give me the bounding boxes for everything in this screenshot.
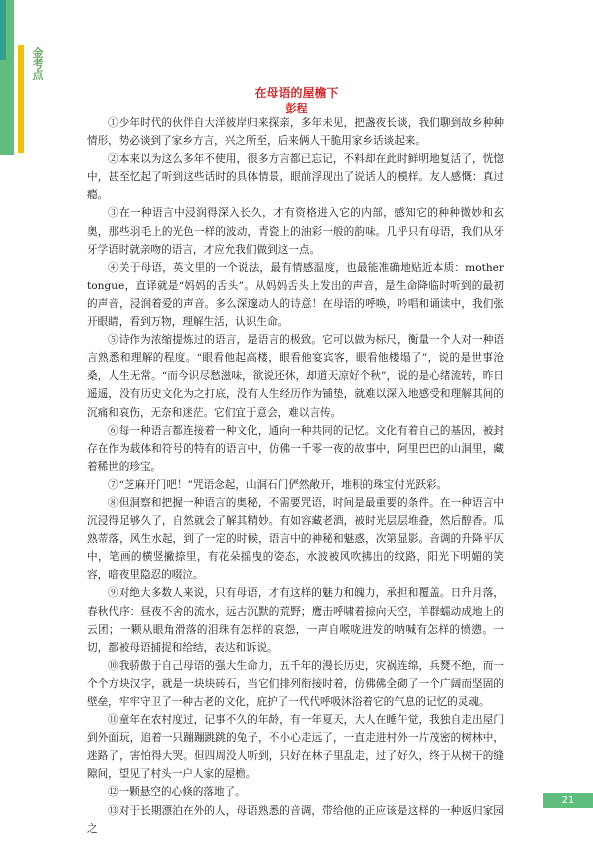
- paragraph: ⑫一颗悬空的心倏的落地了。: [108, 786, 246, 799]
- article-author: 彭程: [285, 102, 308, 115]
- paragraph: ⑥每一种语言都连接着一种文化，通向一种共同的记忆。文化有着自己的基因，被封存在作为载体和符号的特有的语言中，仿佛一千零一夜的故事中，阿里巴巴的山洞里，藏着稀世的珍宝。: [87, 424, 504, 473]
- paragraph: ⑩我骄傲于自己母语的强大生命力，五千年的漫长历史，灾祸连绵，兵燹不绝，而一个个方块汉字，就是一块块砖石，当它们排列衔接时着，仿佛佛全砌了一个广阔而坚固的壁垒，牢牢守卫了一种古老的文化，庇护了一代代呼吸沐浴着它的气息的记忆的灵魂。: [87, 659, 504, 708]
- paragraph: ⑪童年在农村度过，记事不久的年龄，有一年夏天，大人在睡午觉，我独自走出屋门到外面玩，追着一只蹦蹦跳跳的兔子，不小心走远了，一直走进村外一片茂密的树林中，迷路了，害怕得大哭。但四周没人听到，只好在林子里乱走，过了好久，终于从树干的缝隙间，望见了村头一户人家的屋檐。: [87, 714, 504, 781]
- article-body: [87, 114, 504, 838]
- side-label: 金考点: [31, 47, 44, 80]
- paragraph: ⑧但洞察和把握一种语言的奥秘，不需要咒语，时间是最重要的条件。在一种语言中沉浸得足够久了，自然就会了解其精妙。有如容藏老酒，被时光层层堆叠，然后醇香。瓜熟蒂落，风生水起，到了一定的时候，语言中的神秘和魅惑，次第显影。音调的升降平仄中，笔画的横竖撇捺里，有花朵摇曳的姿态，水波被风吹拂出的纹路，阳光下明媚的笑容，暗夜里隐忍的啜泣。: [87, 496, 504, 582]
- paragraph: ⑤诗作为浓缩提炼过的语言，是语言的极致。它可以做为标尺，衡量一个人对一种语言熟悉和理解的程度。“眼看他起高楼，眼看他宴宾客，眼看他楼塌了”，说的是世事沧桑，人生无常。“而今识尽愁滋味，欲说还休，却道天凉好个秋”，说的是心绪流转，昨日遥遥，没有历史文化为之打底，没有人生经历作为铺垫，就难以深入地感受和理解其间的沉痛和哀伤，无奈和迷茫。它们宜于意会，难以言传。: [87, 334, 504, 419]
- paragraph: ④关于母语，英文里的一个说法，最有情感温度，也最能准确地贴近本质：mother tongue，直译就是“妈妈的舌头”。从妈妈舌头上发出的声音，是生命降临时听到的最初的声音，浸润着爱的声音。多么深邃动人的诗意！在母语的呼唤，吟唱和诵读中，我们张开眼睛，看到万物，理解生活，认识生命。: [87, 261, 504, 329]
- page-number: 21: [543, 793, 593, 808]
- paragraph: ⑨对绝大多数人来说，只有母语，才有这样的魅力和魄力，承担和覆盖。日升月落，春秋代序：昼夜不舍的流水，远古沉默的荒野；鹰击呼啸着掠向天空，羊群蠕动成地上的云团；一颗从眼角滑落的泪珠有怎样的哀怨，一声自喉咙进发的呐喊有怎样的愤懑。一切，都被母语捕捉和给结，表达和诉说。: [87, 587, 504, 654]
- paragraph: ③在一种语言中浸润得深入长久，才有资格进入它的内部，感知它的种种微妙和玄奥，那些羽毛上的光色一样的波动，青瓷上的油彩一般的韵味。几乎只有母语，我们从牙牙学语时就亲吻的语言，才应允我们做到这一点。: [87, 207, 504, 256]
- article-title: 在母语的屋檐下: [254, 86, 339, 100]
- paragraph: ①少年时代的伙伴自大洋彼岸归来探亲，多年未见，把盏夜长谈，我们聊到故乡种种情形，势必谈到了家乡方言，兴之所至，后来俩人干脆用家乡话谈起来。: [87, 117, 504, 148]
- paragraph: ⑦“芝麻开门吧！”咒语念起，山洞石门俨然敞开，堆积的珠宝付光跃彩。: [108, 478, 448, 491]
- paragraph: ②本来以为这么多年不使用，很多方言都已忘记，不料却在此时鲜明地复活了，恍惚中，甚至忆起了听到这些话时的具体情景，眼前浮现出了说话人的模样。友人感慨：真过瘾。: [87, 153, 504, 202]
- paragraph: ⑬对于长期漂泊在外的人，母语熟悉的音调，带给他的正应该是这样的一种返归家园之: [87, 804, 504, 835]
- decorative-teal-bar: [0, 0, 6, 60]
